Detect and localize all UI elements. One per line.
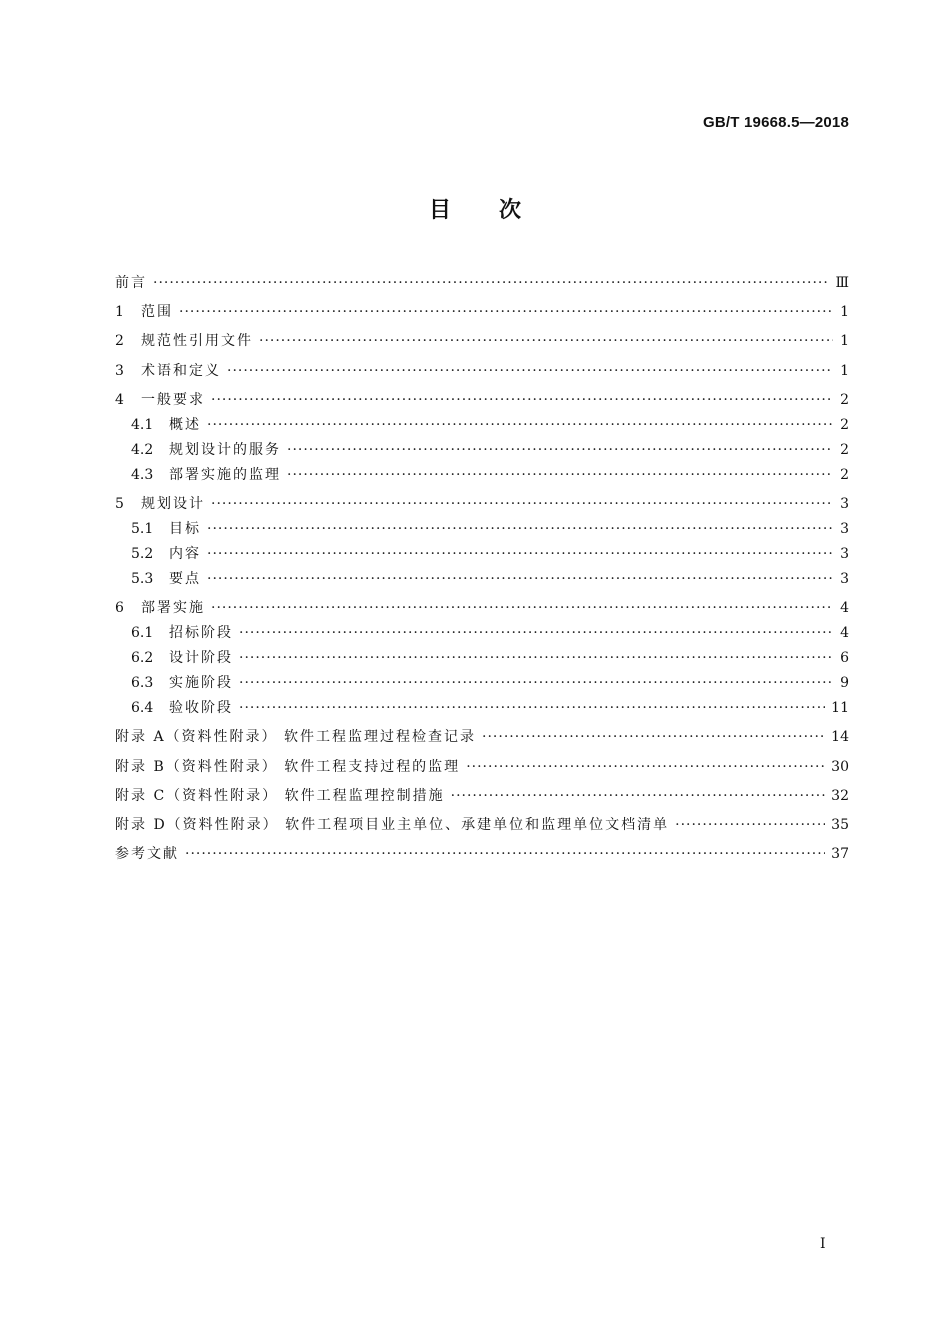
toc-entry-page: 3 <box>840 570 849 587</box>
toc-entry-number: 1 <box>115 304 124 321</box>
toc-entry-number: 4.2 <box>131 441 154 458</box>
toc-entry-number: 6.3 <box>131 675 154 692</box>
toc-entry-label: 招标阶段 <box>169 625 233 642</box>
toc-entry[interactable] <box>115 598 849 618</box>
toc-entry[interactable] <box>115 494 849 514</box>
toc-entry-page: 14 <box>831 729 849 746</box>
toc-entry-label: 目标 <box>169 520 201 537</box>
toc-entry[interactable] <box>115 727 849 747</box>
toc-leader-dots <box>287 440 833 460</box>
toc-entry-label: 验收阶段 <box>169 700 233 717</box>
toc-leader-dots <box>207 569 833 589</box>
toc-leader-dots <box>675 815 825 835</box>
toc-leader-dots <box>207 544 833 564</box>
toc-entry-label: 概述 <box>169 416 201 433</box>
toc-leader-dots <box>287 465 833 485</box>
toc-entry[interactable] <box>115 519 849 539</box>
toc-leader-dots <box>259 331 833 351</box>
toc-entry-page: 35 <box>831 816 849 833</box>
toc-entry-label: 设计阶段 <box>169 650 233 667</box>
toc-entry-label: 规划设计 <box>141 495 205 512</box>
toc-leader-dots <box>239 673 833 693</box>
toc-entry-number: 6.1 <box>131 625 154 642</box>
toc-entry-label: 附录 B（资料性附录） 软件工程支持过程的监理 <box>115 758 461 775</box>
toc-entry-page: 4 <box>840 625 849 642</box>
toc-entry-label: 范围 <box>141 304 173 321</box>
toc-entry-label: 附录 C（资料性附录） 软件工程监理控制措施 <box>115 787 445 804</box>
standard-number: GB/T 19668.5—2018 <box>703 114 849 131</box>
toc-entry-label: 规划设计的服务 <box>169 441 281 458</box>
toc-entry[interactable] <box>115 698 849 718</box>
toc-entry[interactable] <box>115 815 849 835</box>
toc-entry-label: 实施阶段 <box>169 675 233 692</box>
toc-entry[interactable] <box>115 415 849 435</box>
toc-entry-number: 5 <box>115 495 124 512</box>
toc-entry[interactable] <box>115 786 849 806</box>
toc-leader-dots <box>207 415 833 435</box>
toc-entry-page: 11 <box>831 700 849 717</box>
toc-entry-label: 附录 D（资料性附录） 软件工程项目业主单位、承建单位和监理单位文档清单 <box>115 816 670 833</box>
toc-entry-page: 32 <box>831 787 849 804</box>
toc-entry-number: 5.1 <box>131 520 154 537</box>
toc-entry[interactable] <box>115 302 849 322</box>
toc-entry-page: 2 <box>840 416 849 433</box>
toc-entry-page: 9 <box>840 675 849 692</box>
toc-entry[interactable] <box>115 673 849 693</box>
toc-entry-page: 1 <box>840 333 849 350</box>
toc-entry[interactable] <box>115 390 849 410</box>
toc-entry-label: 前言 <box>115 275 147 291</box>
toc-entry-page: 1 <box>840 304 849 321</box>
toc-entry-page: 6 <box>840 650 849 667</box>
toc-entry-number: 2 <box>115 333 124 350</box>
toc-leader-dots <box>153 273 829 293</box>
toc-entry[interactable] <box>115 465 849 485</box>
toc-entry[interactable] <box>115 440 849 460</box>
toc-entry-number: 4.1 <box>131 416 154 433</box>
toc-leader-dots <box>227 361 833 381</box>
toc-entry-label: 参考文献 <box>115 846 179 863</box>
toc-entry-number: 5.3 <box>131 570 154 587</box>
toc-entry-page: 2 <box>840 466 849 483</box>
toc-entry[interactable] <box>115 273 849 293</box>
toc-entry-number: 4 <box>115 391 124 408</box>
toc-entry-label: 一般要求 <box>141 391 205 408</box>
toc-leader-dots <box>239 698 825 718</box>
toc-leader-dots <box>482 727 825 747</box>
toc-leader-dots <box>451 786 826 806</box>
footer-page-number: I <box>820 1236 826 1252</box>
table-of-contents <box>115 273 849 864</box>
toc-leader-dots <box>211 598 833 618</box>
toc-entry-number: 6 <box>115 600 124 617</box>
toc-entry-page: 37 <box>831 846 849 863</box>
toc-entry-label: 规范性引用文件 <box>141 333 253 350</box>
toc-leader-dots <box>211 390 833 410</box>
toc-entry[interactable] <box>115 623 849 643</box>
toc-entry[interactable] <box>115 331 849 351</box>
toc-entry-label: 内容 <box>169 545 201 562</box>
toc-entry[interactable] <box>115 648 849 668</box>
toc-entry-page: Ⅲ <box>835 275 849 291</box>
toc-entry-label: 术语和定义 <box>141 362 221 379</box>
toc-leader-dots <box>211 494 833 514</box>
toc-leader-dots <box>185 844 825 864</box>
toc-entry[interactable] <box>115 361 849 381</box>
page-title: 目次 <box>428 198 569 223</box>
toc-entry-page: 4 <box>840 600 849 617</box>
toc-entry-number: 4.3 <box>131 466 154 483</box>
toc-leader-dots <box>239 623 833 643</box>
toc-entry[interactable] <box>115 544 849 564</box>
toc-entry[interactable] <box>115 569 849 589</box>
toc-leader-dots <box>466 757 825 777</box>
toc-entry-page: 3 <box>840 495 849 512</box>
toc-entry-number: 3 <box>115 362 124 379</box>
toc-entry-page: 1 <box>840 362 849 379</box>
toc-entry-number: 5.2 <box>131 545 154 562</box>
toc-entry-page: 2 <box>840 391 849 408</box>
toc-entry-label: 部署实施的监理 <box>169 466 281 483</box>
toc-entry[interactable] <box>115 757 849 777</box>
toc-entry-page: 30 <box>831 758 849 775</box>
toc-leader-dots <box>207 519 833 539</box>
toc-entry-label: 部署实施 <box>141 600 205 617</box>
toc-entry-label: 要点 <box>169 570 201 587</box>
toc-leader-dots <box>239 648 833 668</box>
toc-entry-number: 6.4 <box>131 700 154 717</box>
toc-entry-page: 2 <box>840 441 849 458</box>
toc-entry-label: 附录 A（资料性附录） 软件工程监理过程检查记录 <box>115 729 477 746</box>
toc-entry-page: 3 <box>840 520 849 537</box>
toc-entry-number: 6.2 <box>131 650 154 667</box>
toc-entry-page: 3 <box>840 545 849 562</box>
toc-leader-dots <box>179 302 833 322</box>
toc-entry[interactable] <box>115 844 849 864</box>
